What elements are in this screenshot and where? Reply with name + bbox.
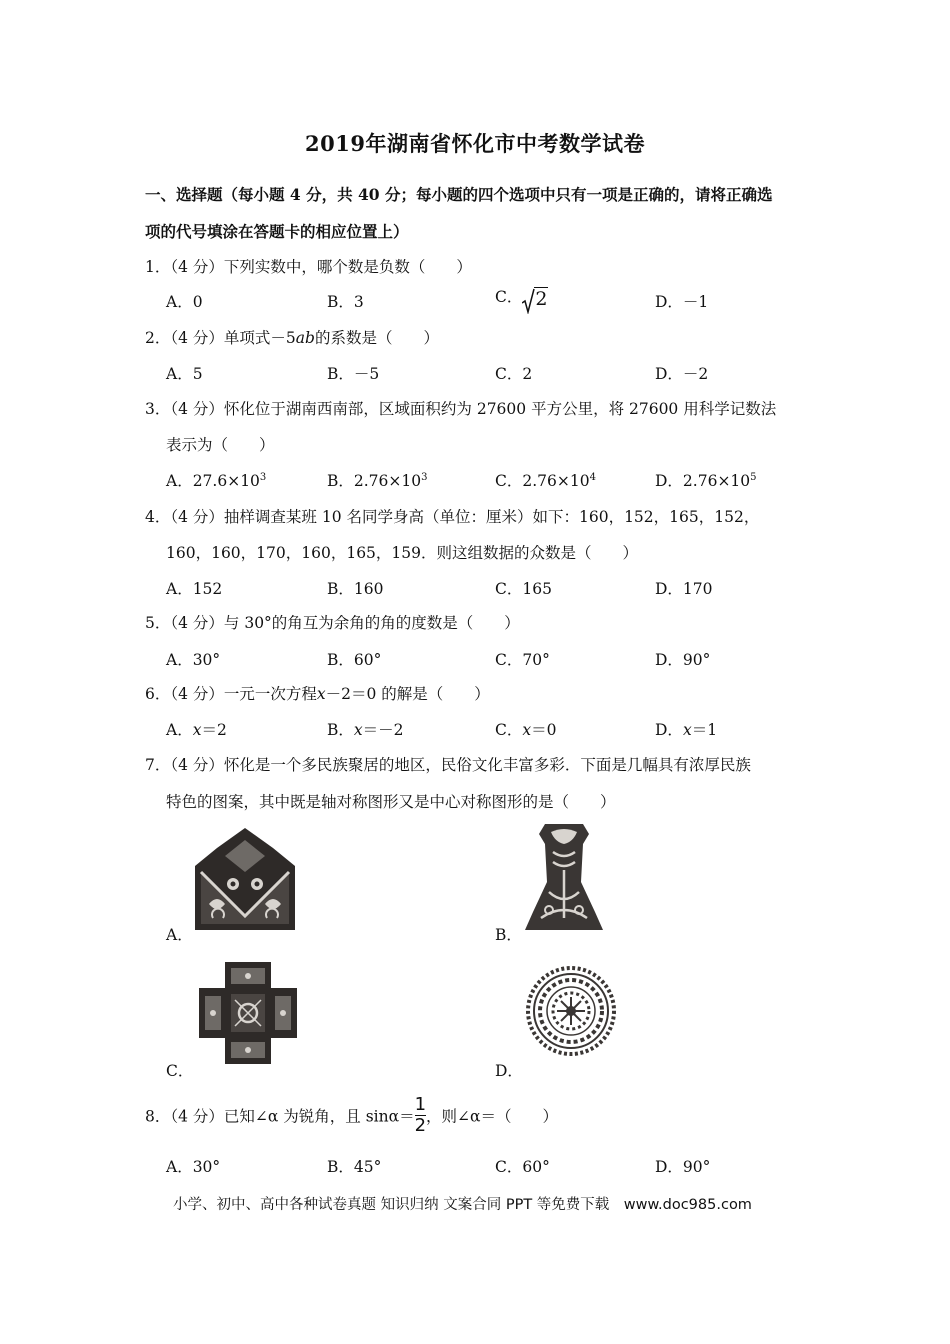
section-heading-line2: 项的代号填涂在答题卡的相应位置上） bbox=[145, 222, 409, 241]
q2-option-a: A．5 bbox=[166, 365, 203, 383]
q3-stem-line2: 表示为（ ） bbox=[166, 436, 275, 454]
q4-option-a: A．152 bbox=[166, 580, 223, 598]
q7-option-a: A． bbox=[166, 926, 193, 944]
q3-option-b-exponent: 3 bbox=[421, 472, 428, 483]
q6-variable: x bbox=[316, 685, 326, 703]
q2-stem-pre: 2．（4 分）单项式－5 bbox=[145, 329, 296, 347]
q5-option-a: A．30° bbox=[166, 651, 221, 669]
q1-option-a: A．0 bbox=[166, 293, 203, 311]
q8-stem-pre: 8．（4 分）已知∠α 为锐角，且 sinα＝ bbox=[145, 1107, 415, 1126]
q6-option-b-value: ＝－2 bbox=[362, 721, 404, 739]
q6-option-c-label: C． bbox=[495, 721, 523, 739]
q1-option-c bbox=[495, 285, 548, 310]
fraction-numerator: 1 bbox=[414, 1094, 427, 1115]
q6-option-b bbox=[327, 718, 404, 740]
page-title: 2019年湖南省怀化市中考数学试卷 bbox=[305, 131, 645, 156]
fraction-denominator: 2 bbox=[414, 1115, 427, 1136]
q2-stem bbox=[145, 326, 439, 348]
q3-option-a bbox=[166, 469, 266, 491]
q1-stem: 1．（4 分）下列实数中，哪个数是负数（ ） bbox=[145, 258, 472, 276]
q3-option-b-base: B．2.76×10 bbox=[327, 472, 422, 490]
q6-option-c bbox=[495, 718, 557, 740]
q3-option-d bbox=[655, 469, 757, 491]
q6-option-c-var: x bbox=[522, 721, 532, 739]
q2-stem-post: 的系数是（ ） bbox=[314, 329, 439, 347]
q3-option-a-base: A．27.6×10 bbox=[166, 472, 260, 490]
q3-option-d-exponent: 5 bbox=[750, 472, 757, 483]
fraction-one-half bbox=[415, 1095, 426, 1136]
footer-watermark-text[interactable]: 小学、初中、高中各种试卷真题 知识归纳 文案合同 PPT 等免费下载 www.doc985.com bbox=[173, 1197, 752, 1213]
q8-stem-post: ，则∠α＝（ ） bbox=[426, 1107, 558, 1126]
pattern-d-image bbox=[526, 966, 616, 1056]
q3-option-c bbox=[495, 469, 596, 491]
q3-option-a-exponent: 3 bbox=[259, 472, 267, 483]
q6-option-d-var: x bbox=[682, 721, 692, 739]
q1-option-b: B．3 bbox=[327, 293, 364, 311]
q8-option-d: D．90° bbox=[655, 1158, 711, 1176]
pattern-a-image bbox=[193, 826, 297, 932]
q4-stem-line1: 4．（4 分）抽样调查某班 10 名同学身高（单位：厘米）如下：160，152，165，152， bbox=[145, 508, 760, 526]
q6-stem-pre: 6．（4 分）一元一次方程 bbox=[145, 685, 317, 703]
q3-option-c-base: C．2.76×10 bbox=[495, 472, 590, 490]
q5-option-c: C．70° bbox=[495, 651, 550, 669]
radical-sign-icon bbox=[522, 288, 535, 314]
q8-stem bbox=[145, 1095, 558, 1136]
q6-option-c-value: ＝0 bbox=[531, 721, 557, 739]
q2-option-b: B．－5 bbox=[327, 365, 380, 383]
q5-option-d: D．90° bbox=[655, 651, 711, 669]
q6-option-d bbox=[655, 718, 717, 740]
q3-option-b bbox=[327, 469, 428, 491]
q6-option-d-label: D． bbox=[655, 721, 683, 739]
q3-option-c-exponent: 4 bbox=[589, 472, 596, 483]
q6-option-a-label: A． bbox=[166, 721, 193, 739]
q7-option-b: B． bbox=[495, 926, 522, 944]
q6-option-a bbox=[166, 718, 227, 740]
q1-option-c-label: C． bbox=[495, 288, 523, 306]
q3-stem-line1: 3．（4 分）怀化位于湖南西南部，区域面积约为 27600 平方公里，将 27600 用科学记数法 bbox=[145, 400, 777, 418]
q6-stem-post: －2＝0 的解是（ ） bbox=[325, 685, 490, 703]
q8-option-b: B．45° bbox=[327, 1158, 382, 1176]
q5-option-b: B．60° bbox=[327, 651, 382, 669]
q1-radicand: 2 bbox=[535, 288, 548, 310]
q7-option-c: C． bbox=[166, 1062, 194, 1080]
q7-option-d: D． bbox=[495, 1062, 523, 1080]
q4-stem-line2: 160，160，170，160，165，159．则这组数据的众数是（ ） bbox=[166, 544, 639, 562]
q2-variable: ab bbox=[295, 329, 315, 347]
q7-stem-line2: 特色的图案，其中既是轴对称图形又是中心对称图形的是（ ） bbox=[166, 793, 616, 811]
pattern-b-image bbox=[523, 822, 605, 934]
q6-option-a-var: x bbox=[192, 721, 202, 739]
q1-option-d: D．－1 bbox=[655, 293, 709, 311]
q4-option-d: D．170 bbox=[655, 580, 713, 598]
q6-option-d-value: ＝1 bbox=[691, 721, 718, 739]
q8-option-c: C．60° bbox=[495, 1158, 550, 1176]
q5-stem: 5．（4 分）与 30°的角互为余角的角的度数是（ ） bbox=[145, 614, 520, 632]
q4-option-b: B．160 bbox=[327, 580, 384, 598]
q2-option-c: C．2 bbox=[495, 365, 533, 383]
q6-option-a-value: ＝2 bbox=[201, 721, 227, 739]
q6-stem bbox=[145, 682, 490, 704]
q7-stem-line1: 7．（4 分）怀化是一个多民族聚居的地区，民俗文化丰富多彩．下面是几幅具有浓厚民族 bbox=[145, 756, 751, 774]
q4-option-c: C．165 bbox=[495, 580, 552, 598]
q2-option-d: D．－2 bbox=[655, 365, 709, 383]
q8-option-a: A．30° bbox=[166, 1158, 221, 1176]
section-heading-line1: 一、选择题（每小题 4 分，共 40 分；每小题的四个选项中只有一项是正确的，请将正确选 bbox=[145, 185, 773, 204]
q6-option-b-label: B． bbox=[327, 721, 354, 739]
sqrt-symbol bbox=[522, 288, 548, 310]
pattern-c-image bbox=[197, 960, 299, 1066]
q3-option-d-base: D．2.76×10 bbox=[655, 472, 751, 490]
q6-option-b-var: x bbox=[353, 721, 363, 739]
